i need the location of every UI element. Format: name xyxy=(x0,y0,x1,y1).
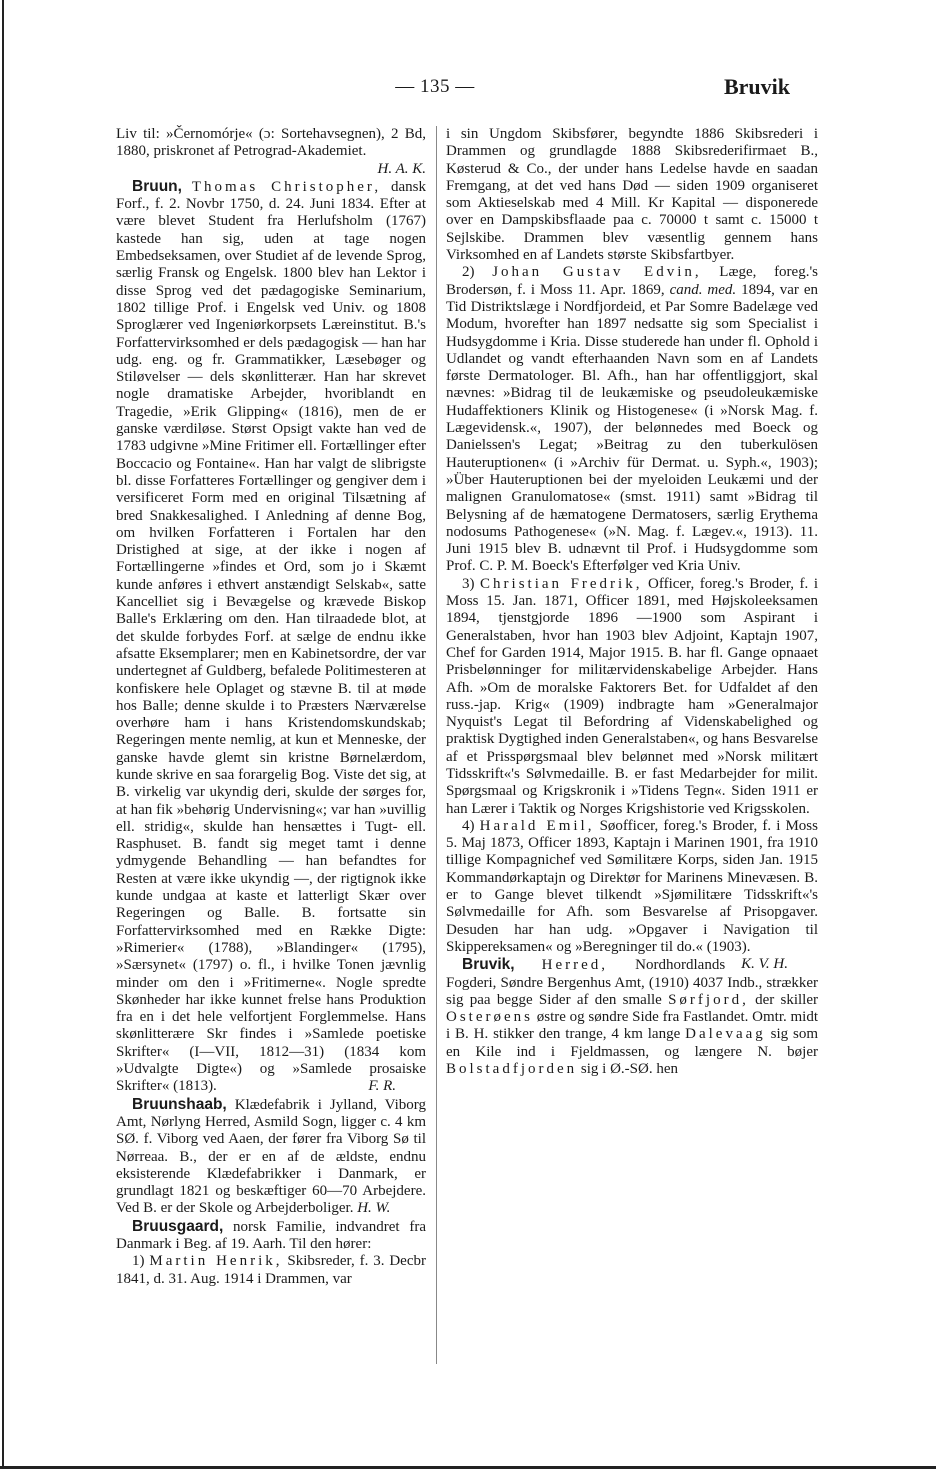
entry-text: østre og søndre Side fra Fastlandet. Omtr. midt i B. H. stikker den trange, 4 km lange xyxy=(446,1009,818,1043)
person-name: Christian Fredrik, xyxy=(480,575,643,592)
person-name: Martin Henrik, xyxy=(149,1253,283,1270)
person-name: Johan Gustav Edvin, xyxy=(492,264,702,281)
subentry-1 xyxy=(116,1253,426,1288)
running-head: Bruvik xyxy=(723,74,790,99)
column-divider xyxy=(436,126,437,1364)
continued-paragraph: i sin Ungdom Skibsfører, begyndte 1886 Skibsrederi i Drammen og grundlagde 1888 Skibsrederifirmaet B., Køsterud & Co., der under hans Ledelse havde en saadan Fremgang, at det ved hans Død — siden 1909 organiseret som Aktieselskab med 4 Mill. Kr Kapital — disponerede over en Dampskibsflaade paa c. 70000 t samt c. 15000 t Sejlskibe. Drammen blev væsentlig gennem hans Virksomhed en af Landets største Skibsfartbyer. xyxy=(446,126,818,264)
subentry-number: 4) xyxy=(462,817,480,834)
entry-text: sig som en Kile ind i Fjeldmassen, og længere N. bøjer xyxy=(446,1026,818,1060)
entry-text: norsk Familie, indvandret fra Danmark i Beg. af 19. Aarh. Til den hører: xyxy=(116,1218,426,1252)
subentry-number: 2) xyxy=(462,264,493,281)
left-column xyxy=(116,126,426,1288)
entry-text: dansk Forf., f. 2. Novbr 1750, d. 24. Juni 1834. Efter at være blevet Student fra Herlufsholm (1767) kastede han sig, uden at tage nogen Embedseksamen, over Studiet af de levende Sprog, særlig Fransk og Engelsk. 1800 blev han Lektor i disse Sprog ved det pædagogiske Seminarium, 1802 tillige Prof. i Engelsk ved Univ. og 1808 Sproglærer ved Ingeniørkorpsets Læreinstitut. B.'s Forfattervirksomhed er dels pædagogisk — han har udg. eng. og fr. Grammatikker, Læsebøger og Stiløvelser — dels skønlitterær. Han har skrevet nogle dramatiske Arbejder, hvoriblandt en Tragedie, »Erik Glipping« (1816), men de er ganske værdiløse. Størst Opsigt vakte han ved de 1783 udgivne »Mine Fritimer ell. Fortællinger efter Boccacio og Fontaine«. Han har valgt de slibrigste bl. disse Forfatteres Fortællinger og gengiver dem i versificeret Form med en original Tilsætning af bred Snakkesalighed. I Anledning af denne Bog, om hvilken Forfatteren i Fortalen har den Dristighed at sige, at der ikke i nogen af Fortællingerne »findes et Ord, som jo i Skæmt kunde anføres i ethvert anstændigt Selskab«, satte Kancelliet sig i Bevægelse og krævede Biskop Balle's Erklæring om den. Han tilraadede blot, at det skulde forbydes Forf. at sælge de endnu ikke afsatte Eksemplarer; men en Kabinetsordre, der var undertegnet af Guldberg, befalede Politimesteren at konfiskere hele Oplaget og stævne B. til at møde hos Balle; denne skulde i to Præsters Nærværelse overhøre ham i hans Kristendomskundskab; Regeringen mente nemlig, at kun et Menneske, der ganske havde glemt sin kristne Børnelærdom, kunde skrive en saa forargelig Bog. Viste det sig, at B. virkelig var ukyndig deri, skulde der sørges for, at han fik »behørig Undervisning«; var han »uvillig ell. stridig«, skulde han hensættes i Tugt- ell. Rasphuset. B. fandt sig meget tamt i denne ydmygende Behandling — han befandtes for Resten at være ikke ukyndig —, der rigtignok ikke kunde undgaa at kaste et latterligt Skær over Regeringen og Balle. B. fortsatte sin Forfattervirksomhed med en Række Digte: »Rimerier« (1788), »Blandinger« (1795), »Særsynet« (1797) o. fl., i hvilke Tonen jævnlig minder om den i »Fritimerne«. Nogle spredte Skønheder har ikke kunnet frelse hans Produktion fra en i det hele velfortjent Forglemmelse. Hans skønlitterære Skr findes i »Samlede poetiske Skrifter« (I—VII, 1812—31) (1834 kom »Udvalgte Digte«) og »Samlede prosaiske Skrifter« (1813). xyxy=(116,178,426,1095)
signature: H. W. xyxy=(357,1200,391,1217)
entry-text: sig i Ø.-SØ. hen xyxy=(577,1061,678,1078)
headword: Bruunshaab, xyxy=(132,1095,227,1113)
right-column xyxy=(446,126,818,1078)
place-name: Bolstadfjorden xyxy=(446,1061,578,1078)
entry-text: Søofficer, foreg.'s Broder, f. i Moss 5. Maj 1873, Officer 1893, Kaptajn i Marinen 1901, fra 1910 tillige Kompagnichef ved Sømilitære Korps, siden Jan. 1915 Kommandørkaptajn og Direktør for Marinens Minevæsen. B. er to Gange blevet tilkendt »Sjømilitære Tidsskrift«'s Sølvmedaille for Afh. som Besvarelse af Prisopgaver. Desuden har han udg. »Opgaver i Navigation til Skippereksamen« og »Beregninger til do.« (1903). xyxy=(446,817,818,955)
place-name: Osterøens xyxy=(446,1009,533,1026)
place-name: Sørfjord, xyxy=(668,991,749,1008)
degree: cand. med. xyxy=(669,281,737,298)
entry-type: Herred, xyxy=(541,957,609,974)
entry-text: Nordhordlands Fogderi, Søndre Bergenhus Amt, (1910) 4037 Indb., strækker sig paa begge Sider af den smalle xyxy=(446,957,818,1008)
entry-text: Officer, foreg.'s Broder, f. i Moss 15. Jan. 1871, Officer 1891, med Højskoleeksamen 1894, tjenstgjorde 1896 —1900 som Aspirant i Generalstaben, hvor han 1903 blev Adjoint, Kaptajn 1907, Chef for Garden 1914, Major 1915. B. har fl. Gange opnaaet Prisbelønninger for militærvidenskabelige Arbejder. Hans Afh. »Om de moralske Faktorers Bet. for Udfaldet af den russ.-jap. Krig« (1909) indbragte ham »Generalmajor Nyquist's Legat til Befordring af Videnskabelighed og praktisk Dygtighed inden Generalstaben«, og hans Besvarelse af et Prisspørgsmaal blev belønnet med »Norsk militært Tidsskrift«'s Sølvmedaille. B. er fast Medarbejder for milit. Spørgsmaal og Krigskronik i »Tidens Tegn«. Siden 1911 er han Lærer i Taktik og Norges Krigshistorie ved Krigsskolen. xyxy=(446,575,818,817)
entry-text: Klædefabrik i Jylland, Viborg Amt, Nørlyng Herred, Asmild Sogn, ligger c. 4 km SØ. f. Viborg ved Aaen, der fører fra Viborg Sø til Nørreaa. B., der er en af de ældste, endnu eksisterende Klædefabrikker i Danmark, er grundlagt 1821 og beskæftiger 60—70 Arbejdere. Ved B. er der Skole og Arbejderboliger. xyxy=(116,1096,426,1217)
page-number: — 135 — xyxy=(395,76,475,97)
page-border-left xyxy=(2,0,4,1466)
headword: Bruusgaard, xyxy=(132,1217,224,1235)
headword: Bruun, xyxy=(132,177,182,195)
entry-text: 1894, var en Tid Distriktslæge i Nordfjordeid, et Par Somre Badelæge ved Modum, hvorefter han 1897 nedsatte sig som Specialist i Hudsygdomme i Kria. Disse studerede han under fl. Ophold i Udlandet og vandt efterhaanden Navn som en af Landets første Dermatologer. Bl. Afh., han har offentliggjort, skal nævnes: »Bidrag til de leukæmiske og pseudoleukæmiske Hudaffektioners Klinik og Histogenese« (i »Norsk Mag. f. Lægevidensk.«, 1907), der belønnedes med Boeck og Danielssen's Legat; »Beitrag zu den tuberkulösen Hauteruptionen« (i »Archiv für Dermat. u. Syph.«, 1903); »Über Hauteruptionen bei der myeloiden Leukæmi und der malignen Granulomatose« (smst. 1911) samt »Bidrag til Belysning af de hæmatogene Dermatosers, særlig Erythema nodosums Pathogenese« (»N. Mag. f. Lægev.«, 1913). 11. Juni 1915 blev B. udnævnt til Prof. i Hudsygdomme som Prof. C. P. M. Boeck's Efterfølger ved Kria Univ. xyxy=(446,281,819,575)
signature: K. V. H. xyxy=(741,956,788,973)
signature: F. R. xyxy=(368,1078,396,1095)
entry-text: Læge, foreg.'s Brodersøn, f. i Moss 11. Apr. 1869, xyxy=(446,264,819,298)
entry-text: Skibsreder, f. 3. Decbr 1841, d. 31. Aug. 1914 i Drammen, var xyxy=(116,1253,426,1287)
signature: H. A. K. xyxy=(377,160,426,177)
entry-bruvik xyxy=(446,956,818,1078)
page-header xyxy=(0,76,936,106)
entry-text: der skiller xyxy=(748,991,818,1008)
subentry-2 xyxy=(446,264,818,575)
headword: Bruvik, xyxy=(462,956,515,974)
person-name: Thomas Christopher, xyxy=(191,178,382,195)
subentry-number: 1) xyxy=(132,1253,150,1270)
entry-bruun xyxy=(116,178,426,1096)
continued-paragraph: Liv til: »Černomórje« (ɔ: Sortehavsegnen), 2 Bd, 1880, priskronet af Petrograd-Akademiet. xyxy=(116,126,426,160)
page-border-bottom xyxy=(0,1466,936,1469)
entry-bruunshaab xyxy=(116,1096,426,1218)
subentry-3 xyxy=(446,576,818,818)
entry-bruusgaard xyxy=(116,1218,426,1254)
place-name: Dalevaag xyxy=(685,1026,766,1043)
subentry-number: 3) xyxy=(462,575,481,592)
person-name: Harald Emil, xyxy=(479,817,595,834)
